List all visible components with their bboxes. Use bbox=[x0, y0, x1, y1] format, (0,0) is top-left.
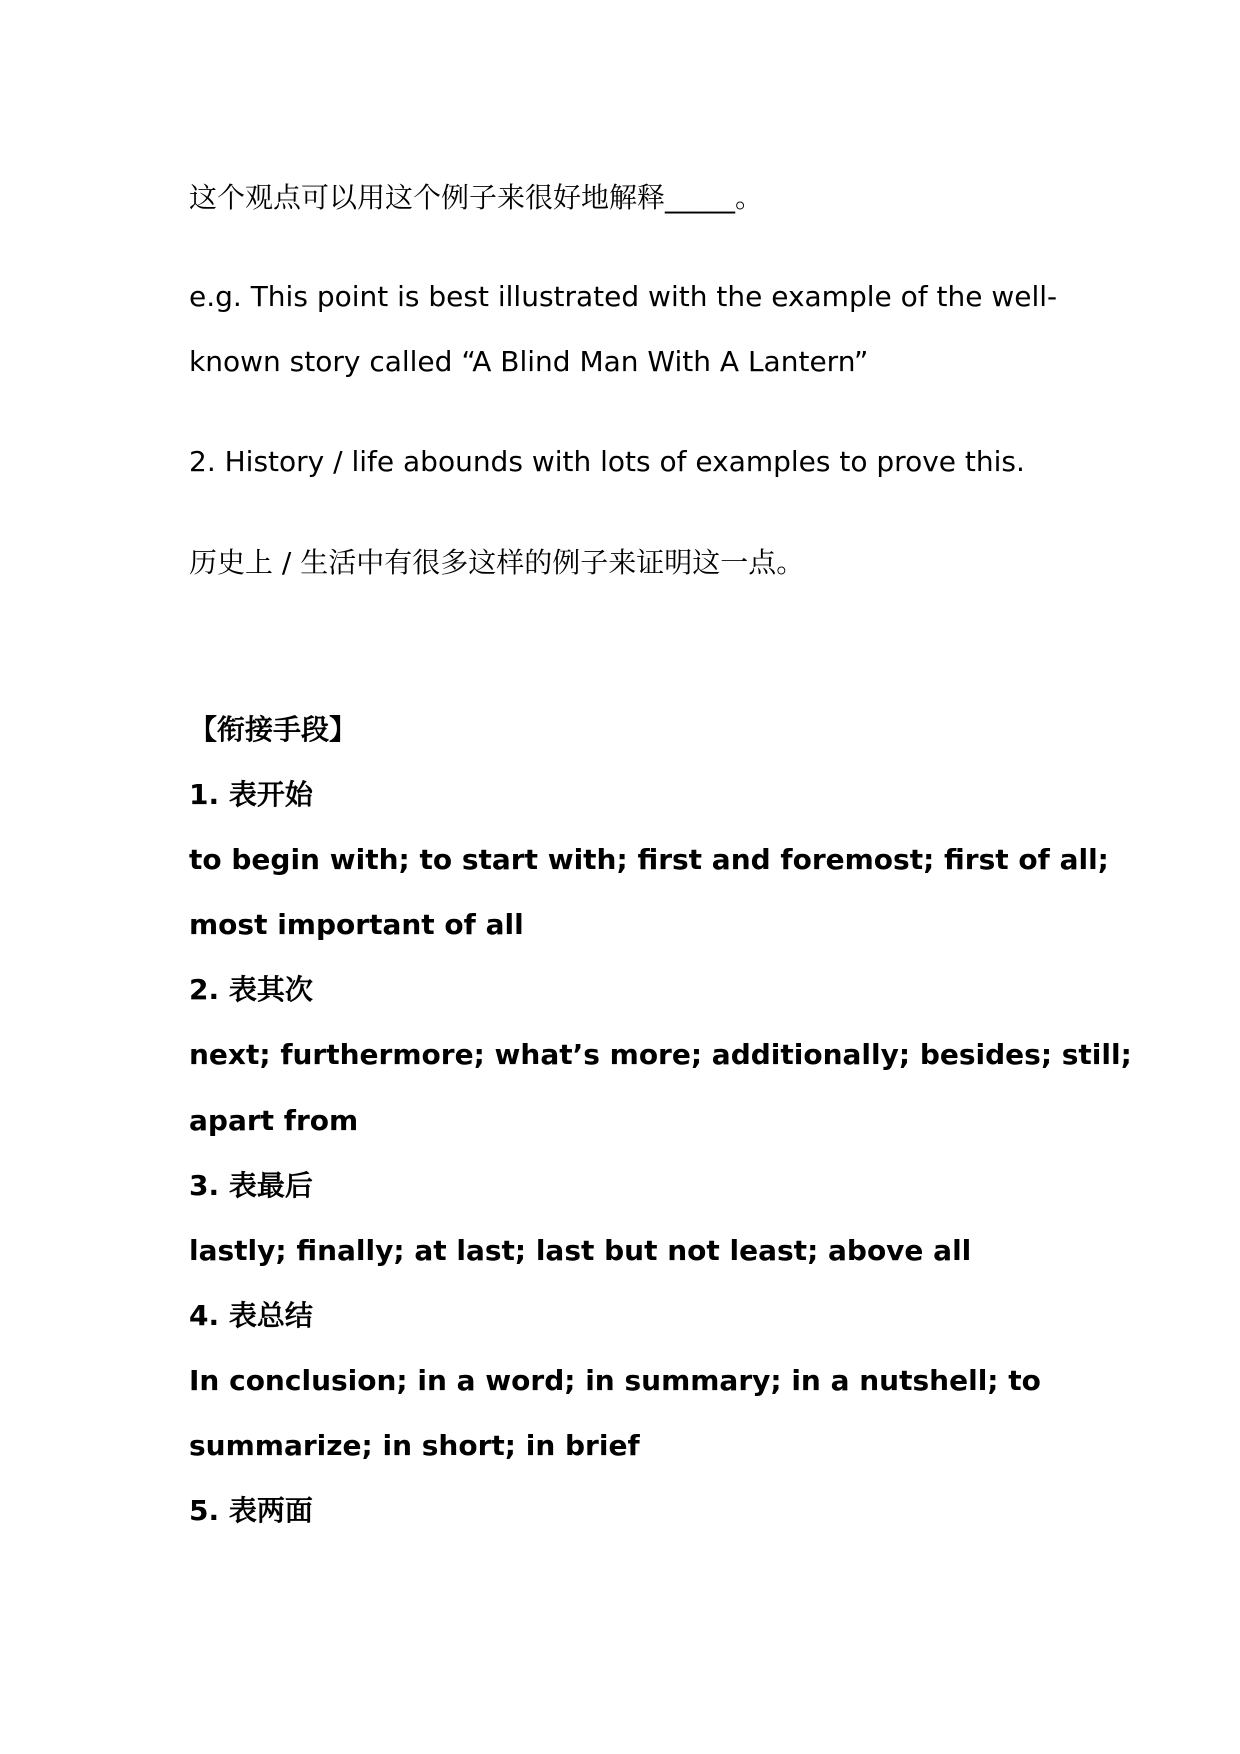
point-2-chinese: 历史上 / 生活中有很多这样的例子来证明这一点。 bbox=[189, 546, 805, 579]
cohesion-item-line: apart from bbox=[189, 1104, 359, 1137]
cohesion-item-title-begin: 1. 表开始 bbox=[189, 778, 313, 811]
cohesion-heading: 【衔接手段】 bbox=[189, 713, 358, 746]
cohesion-item-line: next; furthermore; what’s more; additionally; besides; still; bbox=[189, 1038, 1132, 1071]
cohesion-item-title-two-sides: 5. 表两面 bbox=[189, 1494, 313, 1527]
cohesion-item-title-next: 2. 表其次 bbox=[189, 973, 313, 1006]
cohesion-item-line: In conclusion; in a word; in summary; in a nutshell; to bbox=[189, 1364, 1041, 1397]
cohesion-item-line: most important of all bbox=[189, 908, 524, 941]
example-sentence-line-1: e.g. This point is best illustrated with the example of the well- bbox=[189, 280, 1058, 313]
cohesion-item-line: to begin with; to start with; first and foremost; first of all; bbox=[189, 843, 1109, 876]
cohesion-item-line: lastly; finally; at last; last but not least; above all bbox=[189, 1234, 972, 1267]
cohesion-item-title-last: 3. 表最后 bbox=[189, 1169, 313, 1202]
point-2-english: 2. History / life abounds with lots of examples to prove this. bbox=[189, 445, 1025, 478]
example-sentence-line-2: known story called “A Blind Man With A Lantern” bbox=[189, 345, 869, 378]
cohesion-item-title-summary: 4. 表总结 bbox=[189, 1299, 313, 1332]
cohesion-item-line: summarize; in short; in brief bbox=[189, 1429, 640, 1462]
illustrate-sentence-chinese: 这个观点可以用这个例子来很好地解释_____。 bbox=[189, 181, 764, 214]
